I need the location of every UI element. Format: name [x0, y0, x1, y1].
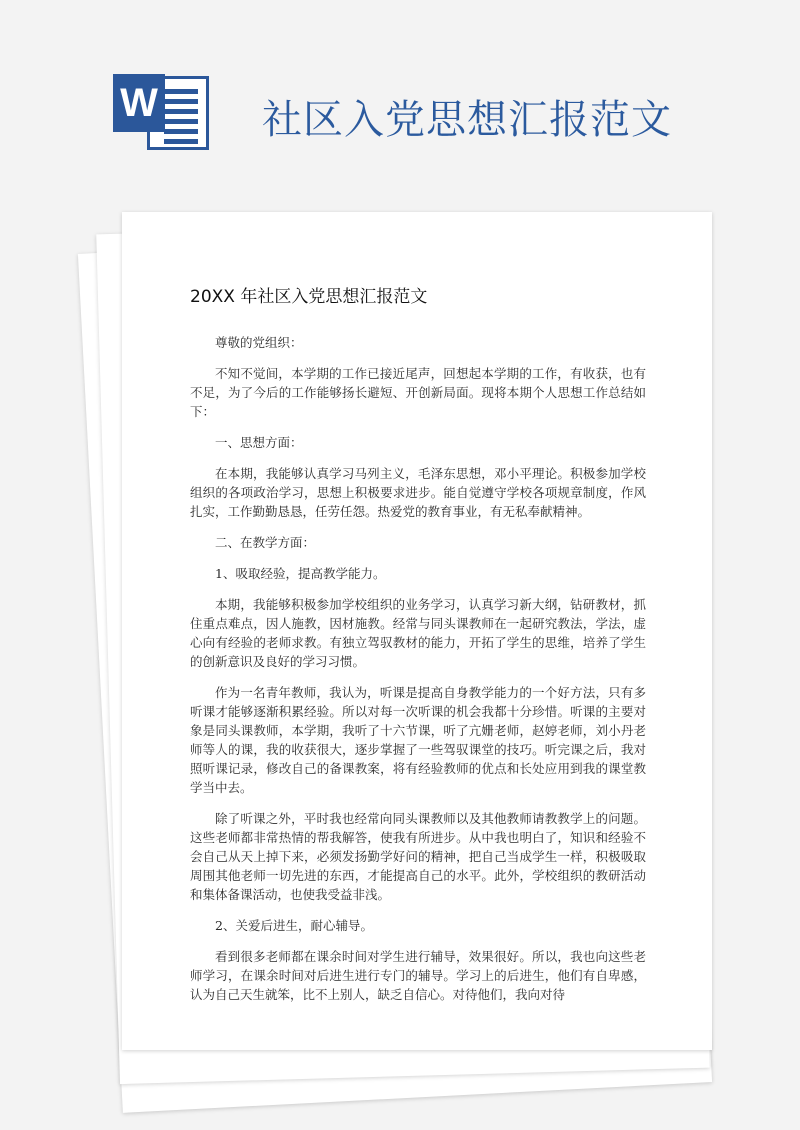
document-page	[122, 212, 712, 1050]
paragraph: 本期，我能够积极参加学校组织的业务学习，认真学习新大纲，钻研教材，抓住重点难点，因人施教，因材施教。经常与同头课教师在一起研究教法，学法，虚心向有经验的老师求教。有独立驾驭教材的能力，开拓了学生的思维，培养了学生的创新意识及良好的学习习惯。	[190, 597, 646, 669]
section-heading: 一、思想方面：	[215, 435, 303, 450]
page-header	[0, 0, 800, 200]
subsection-heading: 2、关爱后进生，耐心辅导。	[215, 918, 373, 933]
salutation: 尊敬的党组织：	[215, 335, 303, 350]
word-letter: W	[113, 74, 165, 132]
document-title: 20XX 年社区入党思想汇报范文	[190, 287, 428, 307]
paragraph: 看到很多老师都在课余时间对学生进行辅导，效果很好。所以，我也向这些老师学习，在课余时间对后进生进行专门的辅导。学习上的后进生，他们有自卑感，认为自己天生就笨，比不上别人，缺乏自信心。对待他们，我向对待	[190, 949, 646, 1002]
subsection-heading: 1、吸取经验，提高教学能力。	[215, 566, 386, 581]
paragraph: 在本期，我能够认真学习马列主义，毛泽东思想，邓小平理论。积极参加学校组织的各项政治学习，思想上积极要求进步。能自觉遵守学校各项规章制度，作风扎实，工作勤勤恳恳，任劳任怨。热爱党的教育事业，有无私奉献精神。	[190, 466, 646, 519]
paragraph: 不知不觉间，本学期的工作已接近尾声，回想起本学期的工作，有收获，也有不足，为了今后的工作能够扬长避短、开创新局面。现将本期个人思想工作总结如下：	[190, 366, 646, 419]
banner-title: 社区入党思想汇报范文	[262, 97, 672, 143]
section-heading: 二、在教学方面：	[215, 535, 316, 550]
document-body	[190, 282, 646, 1016]
paragraph: 作为一名青年教师，我认为，听课是提高自身教学能力的一个好方法，只有多听课才能够逐渐积累经验。所以对每一次听课的机会我都十分珍惜。听课的主要对象是同头课教师，本学期，我听了十六节课，听了亢姗老师，赵婷老师，刘小丹老师等人的课，我的收获很大，逐步掌握了一些驾驭课堂的技巧。听完课之后，我对照听课记录，修改自己的备课教案，将有经验教师的优点和长处应用到我的课堂教学当中去。	[190, 685, 646, 795]
paragraph: 除了听课之外，平时我也经常向同头课教师以及其他教师请教教学上的问题。这些老师都非常热情的帮我解答，使我有所进步。从中我也明白了，知识和经验不会自己从天上掉下来，必须发扬勤学好问的精神，把自己当成学生一样，积极吸取周围其他老师一切先进的东西，才能提高自己的水平。此外，学校组织的教研活动和集体备课活动，也使我受益非浅。	[190, 811, 646, 902]
word-logo-icon	[113, 70, 213, 150]
